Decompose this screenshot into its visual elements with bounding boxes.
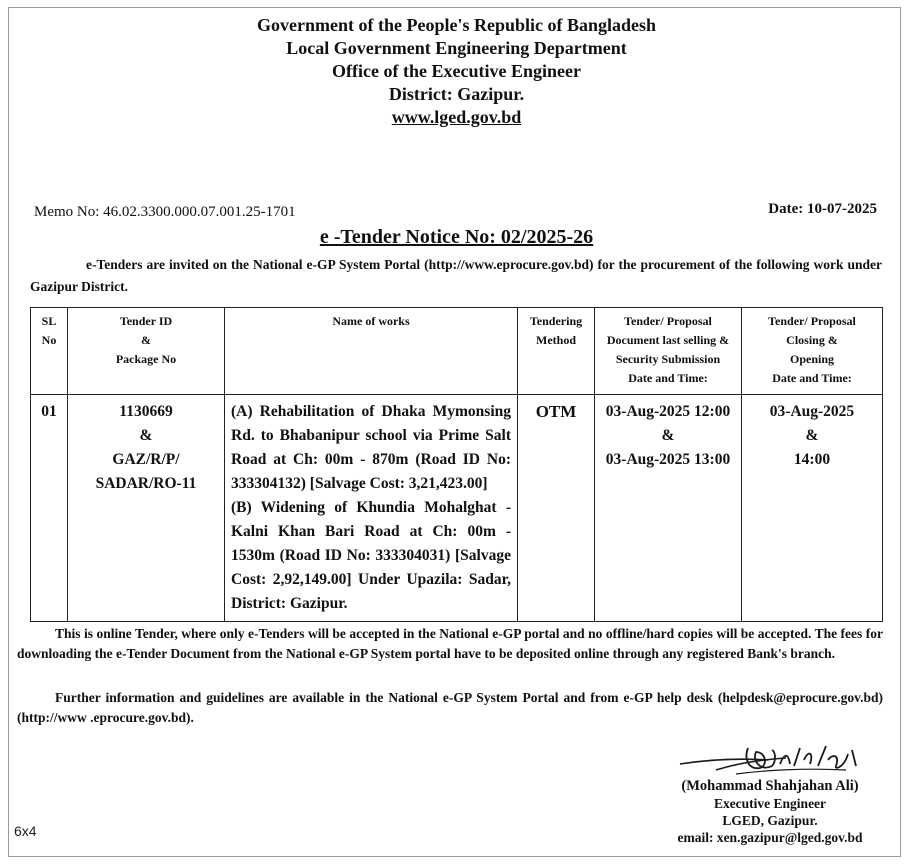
signatory-name: (Mohammad Shahjahan Ali) — [681, 778, 859, 794]
size-label: 6x4 — [14, 823, 37, 839]
closing-time: 14:00 — [793, 451, 831, 468]
government-name: Government of the People's Republic of Bangladesh — [257, 15, 656, 35]
works-item-a: (A) Rehabilitation of Dhaka Mymonsing Rd. to Bhabanipur school via Prime Salt Road at Ch: 00m - 870m (Road ID No: 333304132) [Salvage Cost: 3,21,423.00] — [231, 403, 511, 492]
cell-works — [225, 395, 518, 622]
works-item-b: (B) Widening of Khundia Mohalghat - Kalni Khan Bari Road at Ch: 00m - 1530m (Road ID No: 333304031) [Salvage Cost: 2,92,149.00] Under Upazila: Sadar, District: Gazipur. — [231, 499, 511, 612]
office-name: Office of the Executive Engineer — [332, 61, 581, 81]
header-works: Name of works — [225, 308, 518, 395]
signatory-email[interactable]: email: xen.gazipur@lged.gov.bd — [677, 830, 863, 845]
notice-title: e -Tender Notice No: 02/2025-26 — [319, 226, 594, 248]
cell-selling — [595, 395, 742, 622]
cell-method: OTM — [518, 395, 595, 622]
cell-closing — [742, 395, 883, 622]
further-info-paragraph: Further information and guidelines are available in the National e-GP System Portal and from e-GP help desk (helpdesk@eprocure.gov.bd) (http://www .eprocure.gov.bd). — [17, 690, 883, 725]
closing-ampersand: & — [805, 427, 819, 444]
letterhead — [0, 14, 913, 129]
tender-id: 1130669 — [119, 403, 173, 420]
selling-start: 03-Aug-2025 12:00 — [605, 403, 731, 420]
tender-ampersand: & — [139, 427, 153, 444]
department-name: Local Government Engineering Department — [286, 38, 627, 58]
header-closing: Tender/ Proposal Closing & Opening Date and Time: — [742, 308, 883, 395]
intro-paragraph: e-Tenders are invited on the National e-GP System Portal (http://www.eprocure.gov.bd) for the procurement of the following work under Gazipur District. — [30, 257, 882, 294]
table-row — [31, 395, 883, 622]
website-link[interactable]: www.lged.gov.bd — [391, 107, 522, 127]
cell-sl: 01 — [31, 395, 68, 622]
signature-block — [640, 778, 900, 846]
selling-end: 03-Aug-2025 13:00 — [605, 451, 731, 468]
header-tender-id: Tender ID & Package No — [68, 308, 225, 395]
tender-table — [30, 307, 883, 622]
signatory-title: Executive Engineer — [713, 796, 827, 811]
selling-ampersand: & — [661, 427, 675, 444]
closing-date: 03-Aug-2025 — [769, 403, 855, 420]
cell-tender-id — [68, 395, 225, 622]
header-sl: SL No — [31, 308, 68, 395]
online-tender-paragraph: This is online Tender, where only e-Tenders will be accepted in the National e-GP portal and no offline/hard copies will be accepted. The fees for downloading the e-Tender Document from the National e-GP System portal have to be deposited online through any registered Bank's branch. — [17, 626, 883, 661]
memo-number: Memo No: 46.02.3300.000.07.001.25-1701 — [34, 204, 296, 220]
package-no: GAZ/R/P/ SADAR/RO-11 — [95, 451, 197, 492]
signatory-office: LGED, Gazipur. — [722, 813, 818, 828]
district-name: District: Gazipur. — [388, 84, 525, 104]
header-selling: Tender/ Proposal Document last selling & Security Submission Date and Time: — [595, 308, 742, 395]
notice-date: Date: 10-07-2025 — [768, 201, 877, 217]
table-header-row — [31, 308, 883, 395]
header-method: Tendering Method — [518, 308, 595, 395]
